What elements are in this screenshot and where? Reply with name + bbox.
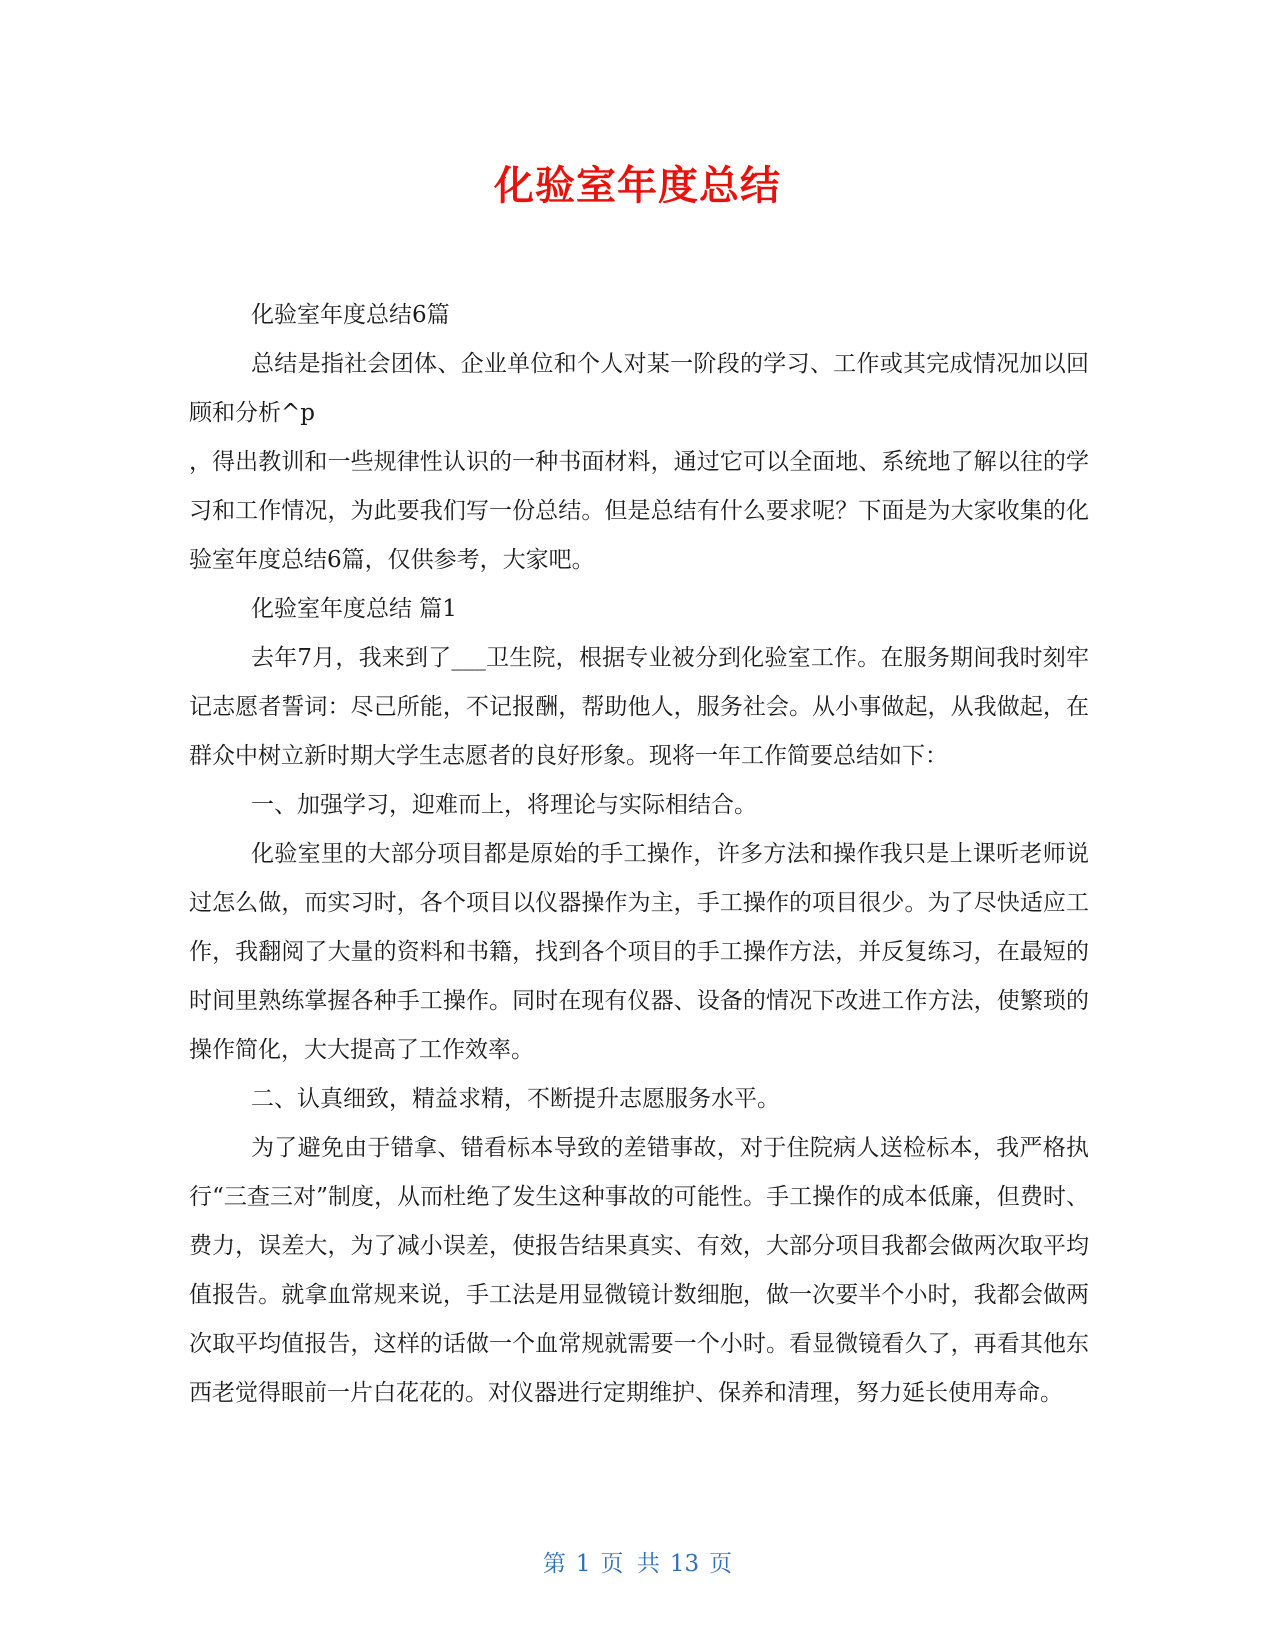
footer-label-of: 页 共 xyxy=(600,1551,660,1577)
document-title: 化验室年度总结 xyxy=(494,163,781,209)
paragraph-learning: 化验室里的大部分项目都是原始的手工操作，许多方法和操作我只是上课听老师说过怎么做，而实习时，各个项目以仪器操作为主，手工操作的项目很少。为了尽快适应工作，我翻阅了大量的资料和书籍，找到各个项目的手工操作方法，并反复练习，在最短的时间里熟练掌握各种手工操作。同时在现有仪器、设备的情况下改进工作方法，使繁琐的操作简化，大大提高了工作效率。 xyxy=(189,841,1089,1063)
footer-label-page: 第 xyxy=(542,1551,566,1577)
document-body xyxy=(189,291,1089,1418)
footer-label-end: 页 xyxy=(709,1551,733,1577)
paragraph-subtitle: 化验室年度总结6篇 xyxy=(251,302,450,328)
section-heading-part1: 化验室年度总结 篇1 xyxy=(251,596,457,622)
paragraph-part1-opening: 去年7月，我来到了___卫生院，根据专业被分到化验室工作。在服务期间我时刻牢记志愿者誓词：尽己所能，不记报酬，帮助他人，服务社会。从小事做起，从我做起，在群众中树立新时期大学生志愿者的良好形象。现将一年工作简要总结如下： xyxy=(189,645,1089,769)
subheading-two: 二、认真细致，精益求精，不断提升志愿服务水平。 xyxy=(251,1086,780,1112)
paragraph-intro: 总结是指社会团体、企业单位和个人对某一阶段的学习、工作或其完成情况加以回顾和分析^p xyxy=(189,351,1089,426)
footer-total-pages: 13 xyxy=(669,1551,700,1577)
page-number-footer xyxy=(0,1548,1275,1580)
footer-current-page: 1 xyxy=(575,1551,591,1577)
paragraph-intro-continued: ，得出教训和一些规律性认识的一种书面材料，通过它可以全面地、系统地了解以往的学习和工作情况，为此要我们写一份总结。但是总结有什么要求呢？下面是为大家收集的化验室年度总结6篇，仅供参考，大家吧。 xyxy=(189,449,1089,573)
paragraph-diligence: 为了避免由于错拿、错看标本导致的差错事故，对于住院病人送检标本，我严格执行“三查三对”制度，从而杜绝了发生这种事故的可能性。手工操作的成本低廉，但费时、费力，误差大，为了减小误差，使报告结果真实、有效，大部分项目我都会做两次取平均值报告。就拿血常规来说，手工法是用显微镜计数细胞，做一次要半个小时，我都会做两次取平均值报告，这样的话做一个血常规就需要一个小时。看显微镜看久了，再看其他东西老觉得眼前一片白花花的。对仪器进行定期维护、保养和清理，努力延长使用寿命。 xyxy=(189,1135,1089,1406)
subheading-one: 一、加强学习，迎难而上，将理论与实际相结合。 xyxy=(251,792,757,818)
